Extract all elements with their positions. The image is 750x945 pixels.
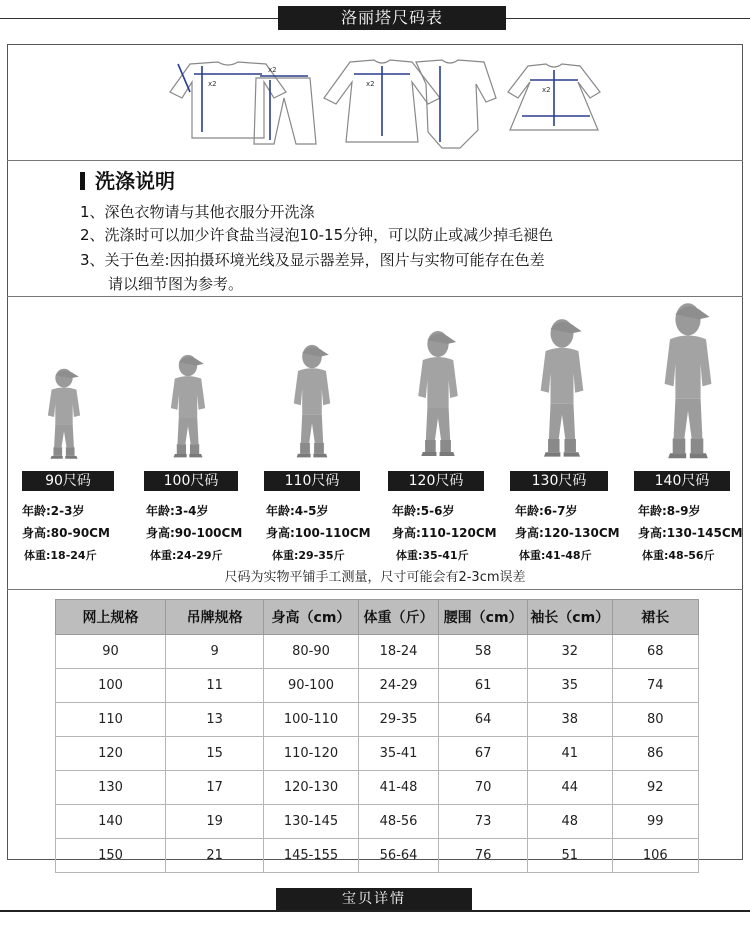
- height-text: 身高:120-130CM: [515, 526, 620, 540]
- table-row: [56, 771, 699, 805]
- section-divider: [7, 589, 743, 590]
- table-header: 吊牌规格: [166, 600, 264, 635]
- table-cell: 120: [56, 737, 166, 771]
- table-cell: 41: [527, 737, 612, 771]
- child-silhouette-130: [541, 319, 584, 457]
- table-header: 裙长: [612, 600, 698, 635]
- table-cell: 100-110: [264, 703, 359, 737]
- table-cell: 110: [56, 703, 166, 737]
- wash-title-text: 洗涤说明: [95, 169, 175, 193]
- table-header-row: [56, 600, 699, 635]
- table-cell: 17: [166, 771, 264, 805]
- table-cell: 21: [166, 839, 264, 873]
- table-cell: 58: [439, 635, 528, 669]
- size-label-110: 110尺码: [264, 471, 360, 491]
- table-cell: 67: [439, 737, 528, 771]
- weight-text: 体重:41-48斤: [519, 549, 592, 562]
- wash-line: 请以细节图为参考。: [108, 275, 244, 293]
- table-cell: 100: [56, 669, 166, 703]
- child-silhouettes: [0, 300, 750, 468]
- table-cell: 92: [612, 771, 698, 805]
- table-cell: 130: [56, 771, 166, 805]
- table-cell: 99: [612, 805, 698, 839]
- table-cell: 38: [527, 703, 612, 737]
- table-cell: 61: [439, 669, 528, 703]
- table-cell: 29-35: [358, 703, 439, 737]
- table-cell: 35-41: [358, 737, 439, 771]
- child-silhouette-90: [48, 369, 80, 459]
- child-silhouette-100: [171, 355, 205, 458]
- wash-line: 2、洗涤时可以加少许食盐当浸泡10-15分钟，可以防止或减少掉毛褪色: [80, 226, 554, 244]
- table-cell: 86: [612, 737, 698, 771]
- measure-mark: x2: [366, 80, 375, 88]
- size-label-130: 130尺码: [510, 471, 608, 491]
- table-header: 腰围（cm）: [439, 600, 528, 635]
- measure-mark: x2: [542, 86, 551, 94]
- height-text: 身高:90-100CM: [146, 526, 243, 540]
- table-cell: 44: [527, 771, 612, 805]
- wash-line: 3、关于色差:因拍摄环境光线及显示器差异，图片与实物可能存在色差: [80, 251, 545, 269]
- weight-text: 体重:48-56斤: [642, 549, 715, 562]
- section-divider: [7, 160, 743, 161]
- table-cell: 51: [527, 839, 612, 873]
- table-cell: 13: [166, 703, 264, 737]
- table-cell: 120-130: [264, 771, 359, 805]
- table-cell: 41-48: [358, 771, 439, 805]
- table-cell: 150: [56, 839, 166, 873]
- table-cell: 48: [527, 805, 612, 839]
- table-cell: 90: [56, 635, 166, 669]
- table-cell: 106: [612, 839, 698, 873]
- age-text: 年龄:8-9岁: [638, 504, 701, 518]
- table-cell: 80: [612, 703, 698, 737]
- table-cell: 19: [166, 805, 264, 839]
- measurement-note: 尺码为实物平铺手工测量，尺寸可能会有2-3cm误差: [224, 570, 526, 585]
- table-cell: 32: [527, 635, 612, 669]
- wash-title: [80, 168, 175, 194]
- weight-text: 体重:29-35斤: [272, 549, 345, 562]
- table-cell: 35: [527, 669, 612, 703]
- table-cell: 130-145: [264, 805, 359, 839]
- weight-text: 体重:18-24斤: [24, 549, 97, 562]
- table-cell: 24-29: [358, 669, 439, 703]
- measure-mark: x2: [268, 66, 277, 74]
- table-row: [56, 635, 699, 669]
- weight-text: 体重:24-29斤: [150, 549, 223, 562]
- table-cell: 15: [166, 737, 264, 771]
- table-header: 袖长（cm）: [527, 600, 612, 635]
- table-header: 体重（斤）: [358, 600, 439, 635]
- table-cell: 18-24: [358, 635, 439, 669]
- age-text: 年龄:2-3岁: [22, 504, 85, 518]
- height-text: 身高:100-110CM: [266, 526, 371, 540]
- table-cell: 74: [612, 669, 698, 703]
- table-cell: 9: [166, 635, 264, 669]
- table-cell: 56-64: [358, 839, 439, 873]
- age-text: 年龄:3-4岁: [146, 504, 209, 518]
- measure-mark: x2: [208, 80, 217, 88]
- height-text: 身高:130-145CM: [638, 526, 743, 540]
- footer-title: 宝贝详情: [276, 888, 472, 910]
- table-cell: 11: [166, 669, 264, 703]
- table-cell: 70: [439, 771, 528, 805]
- table-cell: 68: [612, 635, 698, 669]
- table-cell: 90-100: [264, 669, 359, 703]
- size-label-140: 140尺码: [634, 471, 730, 491]
- age-text: 年龄:4-5岁: [266, 504, 329, 518]
- size-label-100: 100尺码: [144, 471, 238, 491]
- table-cell: 48-56: [358, 805, 439, 839]
- child-silhouette-110: [294, 345, 330, 458]
- table-row: [56, 703, 699, 737]
- table-row: [56, 737, 699, 771]
- table-cell: 140: [56, 805, 166, 839]
- age-text: 年龄:5-6岁: [392, 504, 455, 518]
- child-silhouette-140: [665, 303, 712, 458]
- size-table: [55, 599, 699, 873]
- table-cell: 64: [439, 703, 528, 737]
- size-label-90: 90尺码: [22, 471, 114, 491]
- table-cell: 76: [439, 839, 528, 873]
- table-row: [56, 839, 699, 873]
- child-silhouette-120: [418, 331, 458, 456]
- age-text: 年龄:6-7岁: [515, 504, 578, 518]
- table-cell: 110-120: [264, 737, 359, 771]
- table-header: 身高（cm）: [264, 600, 359, 635]
- section-divider: [7, 296, 743, 297]
- table-cell: 145-155: [264, 839, 359, 873]
- table-cell: 73: [439, 805, 528, 839]
- size-label-120: 120尺码: [388, 471, 484, 491]
- height-text: 身高:110-120CM: [392, 526, 497, 540]
- table-header: 网上规格: [56, 600, 166, 635]
- pants-outline: [254, 78, 316, 144]
- table-row: [56, 669, 699, 703]
- wash-line: 1、深色衣物请与其他衣服分开洗涤: [80, 203, 315, 221]
- page-title: 洛丽塔尺码表: [278, 6, 506, 30]
- footer-rule: [0, 910, 750, 912]
- table-row: [56, 805, 699, 839]
- title-bar-mark: [80, 172, 85, 190]
- table-cell: 80-90: [264, 635, 359, 669]
- garment-measure-diagram: [150, 52, 610, 152]
- height-text: 身高:80-90CM: [22, 526, 110, 540]
- weight-text: 体重:35-41斤: [396, 549, 469, 562]
